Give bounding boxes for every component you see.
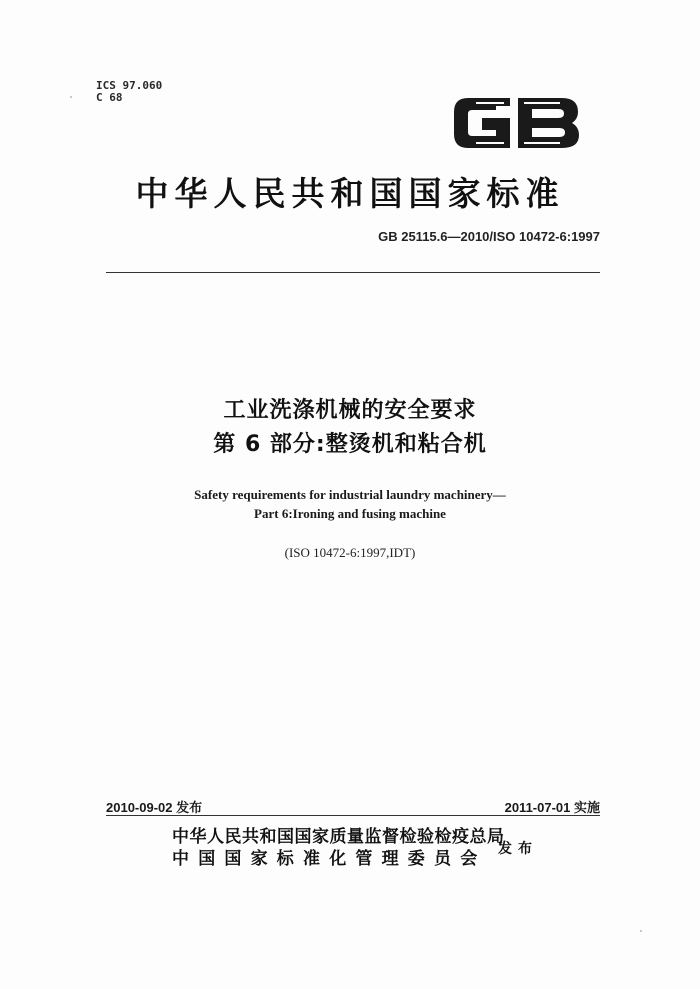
iso-reference: (ISO 10472-6:1997,IDT) (284, 545, 416, 560)
ccs-code: C 68 (96, 91, 123, 104)
document-title-en (0, 485, 700, 523)
title-cn-line1: 工业洗涤机械的安全要求 (223, 398, 477, 423)
issuer-sac: 中国国家标准化管理委员会 (172, 849, 487, 869)
document-title-cn (0, 394, 700, 462)
effective-date: 2011-07-01 实施 (504, 800, 600, 815)
issue-date: 2010-09-02 发布 (106, 800, 203, 815)
header-divider (106, 272, 600, 273)
title-cn-line2: 第 6 部分:整烫机和粘合机 (213, 432, 487, 457)
issuer-aqsiq: 中华人民共和国国家质量监督检验检疫总局 (172, 827, 505, 847)
scan-speck (640, 930, 642, 932)
footer-divider (106, 815, 600, 816)
title-en-line2: Part 6:Ironing and fusing machine (254, 506, 446, 521)
gb-logo-icon (452, 92, 582, 154)
standard-title: 中华人民共和国国家标准 (135, 174, 565, 213)
publish-label: 发布 (498, 841, 538, 857)
scan-speck (70, 96, 72, 98)
issuing-authorities (172, 826, 505, 870)
standard-number: GB 25115.6—2010/ISO 10472-6:1997 (378, 229, 600, 244)
classification-block (96, 80, 162, 104)
ics-code: ICS 97.060 (96, 79, 163, 92)
title-en-line1: Safety requirements for industrial laundry machinery— (194, 487, 506, 502)
